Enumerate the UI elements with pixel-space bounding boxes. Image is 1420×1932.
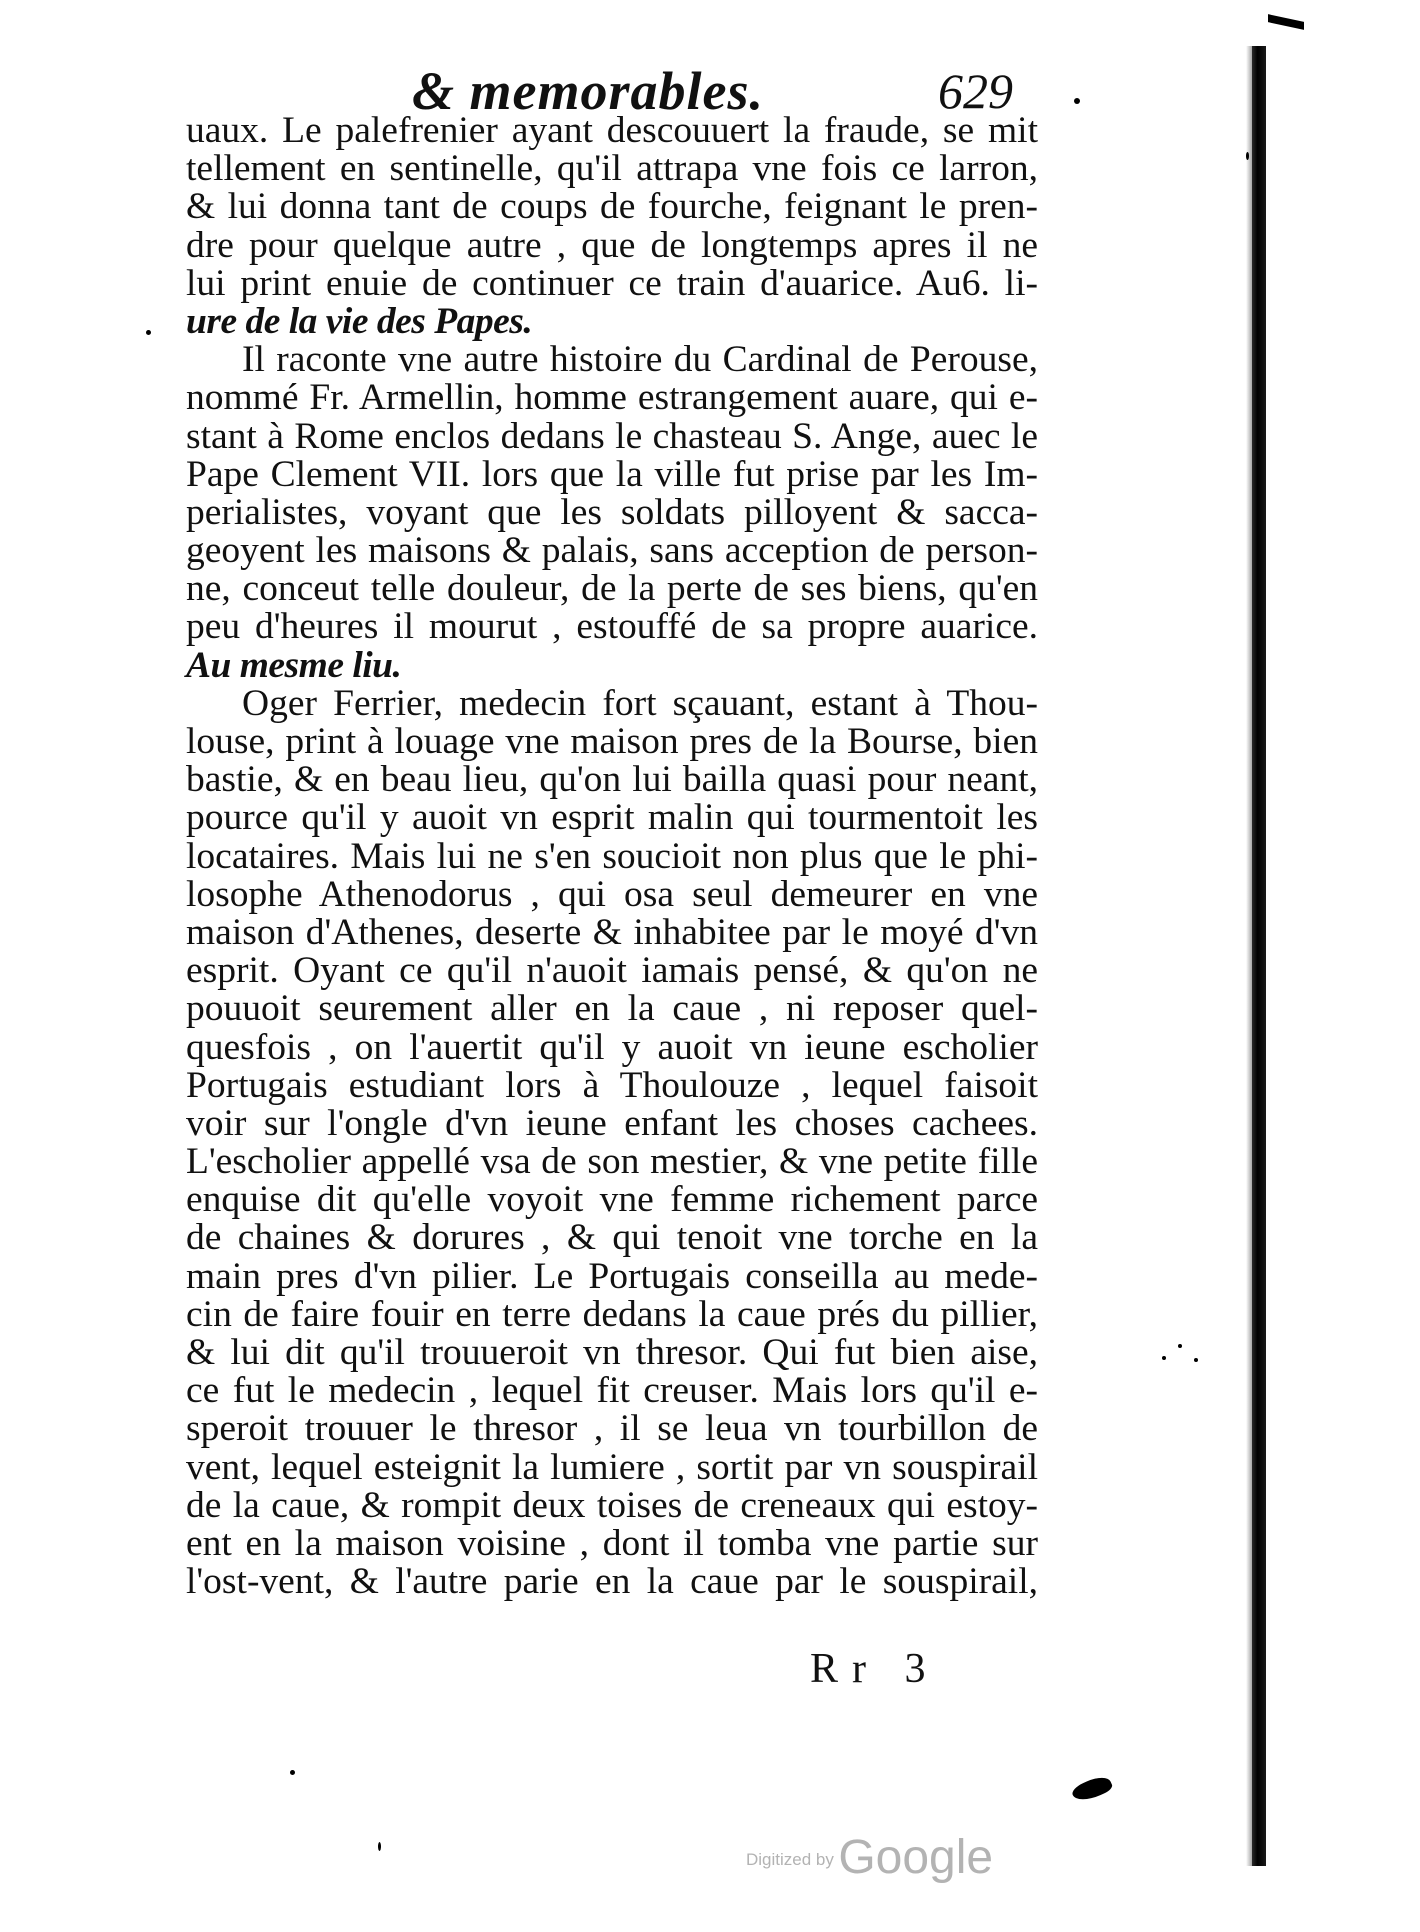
- text-line: l'ost-vent, & l'autre parie en la caue par le souspirail,: [186, 1561, 1038, 1603]
- margin-dot: [1162, 1356, 1166, 1360]
- google-logo-text: Google: [838, 1831, 994, 1884]
- text-line: pource qu'il y auoit vn esprit malin qui tourmentoit les: [186, 797, 1038, 839]
- text-line: bastie, & en beau lieu, qu'on lui bailla quasi pour neant,: [186, 759, 1038, 801]
- margin-dot: [146, 330, 151, 335]
- body-text: [186, 112, 1038, 1601]
- text-line: ure de la vie des Papes.: [186, 300, 533, 342]
- page-number: 629: [938, 63, 1013, 119]
- page-edge-shadow: [1252, 46, 1266, 1866]
- text-line: de chaines & dorures , & qui tenoit vne torche en la: [186, 1217, 1038, 1259]
- text-line: nommé Fr. Armellin, homme estrangement auare, qui e-: [186, 377, 1038, 419]
- text-line: lui print enuie de continuer ce train d'auarice. Au6. li-: [186, 262, 1038, 304]
- text-line: L'escholier appellé vsa de son mestier, & vne petite fille: [186, 1141, 1038, 1183]
- text-line: geoyent les maisons & palais, sans acception de person-: [186, 530, 1038, 572]
- text-line: uaux. Le palefrenier ayant descouuert la fraude, se mit: [186, 110, 1038, 151]
- margin-dot: [1194, 1358, 1198, 1362]
- text-line: quesfois , on l'auertit qu'il y auoit vn ieune escholier: [186, 1026, 1038, 1068]
- text-line: Il raconte vne autre histoire du Cardinal de Perouse,: [242, 339, 1038, 381]
- text-line: dre pour quelque autre , que de longtemps apres il ne: [186, 224, 1038, 266]
- text-line: voir sur l'ongle d'vn ieune enfant les choses cachees.: [186, 1102, 1038, 1144]
- corner-ink-mark: [1268, 14, 1304, 30]
- text-line: cin de faire fouir en terre dedans la caue prés du pillier,: [186, 1293, 1038, 1335]
- ink-smudge: [1070, 1773, 1114, 1806]
- text-line: maison d'Athenes, deserte & inhabitee par le moyé d'vn: [186, 911, 1038, 953]
- text-line: de la caue, & rompit deux toises de creneaux qui estoy-: [186, 1484, 1038, 1526]
- text-line: losophe Athenodorus , qui osa seul demeurer en vne: [186, 873, 1038, 915]
- text-line: stant à Rome enclos dedans le chasteau S. Ange, auec le: [186, 415, 1038, 457]
- text-line: ce fut le medecin , lequel fit creuser. Mais lors qu'il e-: [186, 1370, 1038, 1412]
- margin-dot: [378, 1842, 381, 1851]
- text-line: speroit trouuer le thresor , il se leua vn tourbillon de: [186, 1408, 1038, 1450]
- text-line: & lui donna tant de coups de fourche, feignant le pren-: [186, 186, 1038, 228]
- text-line: locataires. Mais lui ne s'en soucioit non plus que le phi-: [186, 835, 1038, 877]
- running-title: & memorables.: [412, 61, 764, 121]
- digitized-by-google-watermark: [746, 1830, 993, 1885]
- margin-dot: [1246, 152, 1249, 160]
- text-line: Oger Ferrier, medecin fort sçauant, estant à Thou-: [242, 682, 1038, 724]
- text-line: Portugais estudiant lors à Thoulouze , lequel faisoit: [186, 1064, 1038, 1106]
- margin-dot: [1178, 1344, 1182, 1348]
- text-line: vent, lequel esteignit la lumiere , sortit par vn souspirail: [186, 1446, 1038, 1488]
- text-line: ent en la maison voisine , dont il tomba vne partie sur: [186, 1522, 1038, 1564]
- signature-mark: Rr 3: [810, 1646, 940, 1692]
- margin-dot: [1074, 98, 1080, 104]
- text-line: tellement en sentinelle, qu'il attrapa vne fois ce larron,: [186, 148, 1038, 190]
- text-line: & lui dit qu'il trouueroit vn thresor. Qui fut bien aise,: [186, 1332, 1038, 1373]
- text-line: louse, print à louage vne maison pres de la Bourse, bien: [186, 721, 1038, 762]
- text-line: peu d'heures il mourut , estouffé de sa propre auarice.: [186, 606, 1038, 648]
- text-line: Au mesme liu.: [186, 644, 402, 686]
- watermark-prefix: Digitized by: [746, 1850, 834, 1869]
- margin-dot: [290, 1770, 295, 1775]
- text-line: main pres d'vn pilier. Le Portugais conseilla au mede-: [186, 1255, 1038, 1297]
- text-line: enquise dit qu'elle voyoit vne femme richement parce: [186, 1179, 1038, 1221]
- text-line: perialistes, voyant que les soldats pilloyent & sacca-: [186, 491, 1038, 533]
- text-line: esprit. Oyant ce qu'il n'auoit iamais pensé, & qu'on ne: [186, 950, 1038, 992]
- text-line: ne, conceut telle douleur, de la perte de ses biens, qu'en: [186, 568, 1038, 610]
- text-line: Pape Clement VII. lors que la ville fut prise par les Im-: [186, 453, 1038, 495]
- text-line: pouuoit seurement aller en la caue , ni reposer quel-: [186, 988, 1038, 1030]
